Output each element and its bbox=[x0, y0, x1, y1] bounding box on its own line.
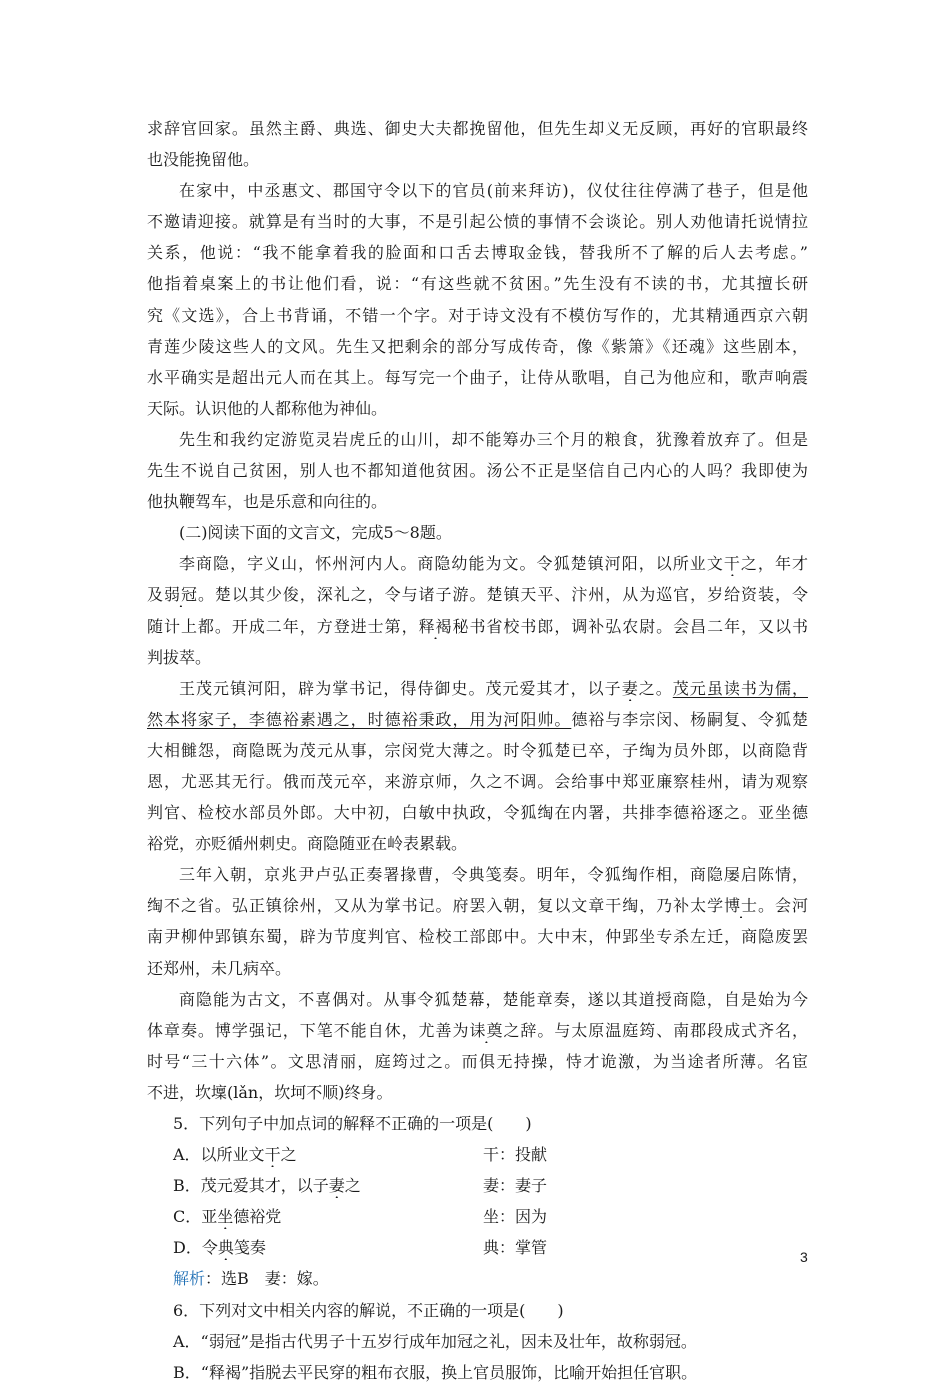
text-line: 恩，尤恶其无行。俄而茂元卒，来游京师，久之不调。会给事中郑亚廉察桂州，请为观察 bbox=[147, 771, 808, 791]
text-line: 还郑州，未几病卒。 bbox=[147, 958, 292, 978]
section-heading: (二)阅读下面的文言文，完成5～8题。 bbox=[179, 523, 452, 543]
text-line: 水平确实是超出元人而在其上。每写完一个曲子，让侍从歌唱，自己为他应和，歌声响震 bbox=[147, 367, 808, 387]
text-line: 判拔萃。 bbox=[147, 647, 212, 667]
dotted-word: 坐 bbox=[217, 1207, 234, 1227]
underlined-sentence: 然本将家子，李德裕素遇之，时德裕秉政，用为河阳帅。 bbox=[147, 709, 572, 729]
text-line: 随计上都。开成二年，方登进士第，释褐秘书省校书郎，调补弘农尉。会昌二年，又以书 bbox=[147, 616, 808, 636]
text-line: 不进，坎壈(lǎn，坎坷不顺)终身。 bbox=[147, 1082, 393, 1102]
text-line: 判官、检校水部员外郎。大中初，白敏中执政，令狐绹在内署，共排李德裕逐之。亚坐德 bbox=[147, 803, 808, 823]
dotted-word: 释褐 bbox=[418, 616, 453, 636]
dotted-word: 干 bbox=[723, 554, 741, 574]
question-5-option-d: D．令典笺奏 典：掌管 bbox=[173, 1238, 548, 1258]
question-6-option-b: B．“释褐”指脱去平民穿的粗布衣服，换上官员服饰，比喻开始担任官职。 bbox=[173, 1362, 698, 1382]
dotted-word: 妻 bbox=[328, 1176, 345, 1196]
text-line: 王茂元镇河阳，辟为掌书记，得侍御史。茂元爱其才，以子妻之。茂元虽读书为儒， bbox=[179, 678, 808, 698]
text-line: 三年入朝，京兆尹卢弘正奏署掾曹，令典笺奏。明年，令狐绹作相，商隐屡启陈情， bbox=[179, 865, 808, 885]
text-line: 绹不之省。弘正镇徐州，又从为掌书记。府罢入朝，复以文章干绹，乃补太学博士。会河 bbox=[147, 896, 808, 916]
text-line: 及弱冠。楚以其少俊，深礼之，令与诸子游。楚镇天平、汴州，从为巡官，岁给资装，令 bbox=[147, 585, 808, 605]
dotted-word: 妻 bbox=[621, 678, 639, 698]
question-5-option-a: A．以所业文干之 干：投献 bbox=[173, 1145, 548, 1165]
text-line: 李商隐，字义山，怀州河内人。商隐幼能为文。令狐楚镇河阳，以所业文干之，年才 bbox=[179, 554, 808, 574]
text-line: 大相雠怨，商隐既为茂元从事，宗闵党大薄之。时令狐楚已卒，子绹为员外郎，以商隐背 bbox=[147, 740, 808, 760]
answer-label: 解析 bbox=[173, 1269, 206, 1289]
text-line: 天际。认识他的人都称他为神仙。 bbox=[147, 398, 388, 418]
question-6-stem: 6．下列对文中相关内容的解说，不正确的一项是( ) bbox=[173, 1300, 564, 1320]
text-line: 商隐能为古文，不喜偶对。从事令狐楚幕，楚能章奏，遂以其道授商隐，自是始为今 bbox=[179, 989, 808, 1009]
page-number: 3 bbox=[800, 1249, 808, 1265]
dotted-word: 典 bbox=[217, 1238, 234, 1258]
text-line: 先生和我约定游览灵岩虎丘的山川，却不能筹办三个月的粮食，犹豫着放弃了。但是 bbox=[179, 429, 808, 449]
question-5-option-b: B．茂元爱其才，以子妻之 妻：妻子 bbox=[173, 1176, 548, 1196]
text-line: 体章奏。博学强记，下笔不能自休，尤善为诔奠之辞。与太原温庭筠、南郡段成式齐名， bbox=[147, 1020, 808, 1040]
text-line: 也没能挽留他。 bbox=[147, 150, 260, 170]
text-line: 究《文选》，合上书背诵，不错一个字。对于诗文没有不模仿写作的，尤其精通西京六朝 bbox=[147, 305, 808, 325]
dotted-word: 弱冠 bbox=[163, 585, 198, 605]
text-line: 南尹柳仲郢镇东蜀，辟为节度判官、检校工部郎中。大中末，仲郢坐专杀左迁，商隐废罢 bbox=[147, 927, 808, 947]
dotted-word: 干 bbox=[264, 1145, 281, 1165]
dotted-word: 博士 bbox=[724, 896, 759, 916]
question-5-answer: 解析：选B 妻：嫁。 bbox=[173, 1269, 329, 1289]
dotted-word: 诔奠 bbox=[469, 1020, 504, 1040]
text-line: 不邀请迎接。就算是有当时的大事，不是引起公愤的事情不会谈论。别人劝他请托说情拉 bbox=[147, 212, 808, 232]
text-line: 关系，他说：“我不能拿着我的脸面和口舌去博取金钱，替我所不了解的后人去考虑。” bbox=[147, 243, 808, 263]
text-line: 他指着桌案上的书让他们看，说：“有这些就不贫困。”先生没有不读的书，尤其擅长研 bbox=[147, 274, 808, 294]
question-5-stem: 5．下列句子中加点词的解释不正确的一项是( ) bbox=[173, 1114, 532, 1133]
question-5-option-c: C．亚坐德裕党 坐：因为 bbox=[173, 1207, 548, 1227]
text-line: 然本将家子，李德裕素遇之，时德裕秉政，用为河阳帅。德裕与李宗闵、杨嗣复、令狐楚 bbox=[147, 709, 808, 729]
text-line: 青莲少陵这些人的文风。先生又把剩余的部分写成传奇，像《紫箫》《还魂》这些剧本， bbox=[147, 336, 808, 356]
page-content bbox=[147, 116, 808, 1391]
text-line: 先生不说自己贫困，别人也不都知道他贫困。汤公不正是坚信自己内心的人吗？我即使为 bbox=[147, 461, 808, 481]
question-6-option-a: A．“弱冠”是指古代男子十五岁行成年加冠之礼，因未及壮年，故称弱冠。 bbox=[173, 1331, 697, 1351]
text-line: 裕党，亦贬循州刺史。商隐随亚在岭表累载。 bbox=[147, 834, 468, 854]
text-line: 求辞官回家。虽然主爵、典选、御史大夫都挽留他，但先生却义无反顾，再好的官职最终 bbox=[147, 119, 808, 138]
underlined-sentence: 茂元虽读书为儒， bbox=[672, 678, 808, 698]
text-line: 他执鞭驾车，也是乐意和向往的。 bbox=[147, 492, 388, 512]
text-line: 时号“三十六体”。文思清丽，庭筠过之。而俱无持操，恃才诡激，为当途者所薄。名宦 bbox=[147, 1051, 808, 1071]
text-line: 在家中，中丞惠文、郡国守令以下的官员(前来拜访)，仪仗往往停满了巷子，但是他 bbox=[179, 181, 808, 201]
